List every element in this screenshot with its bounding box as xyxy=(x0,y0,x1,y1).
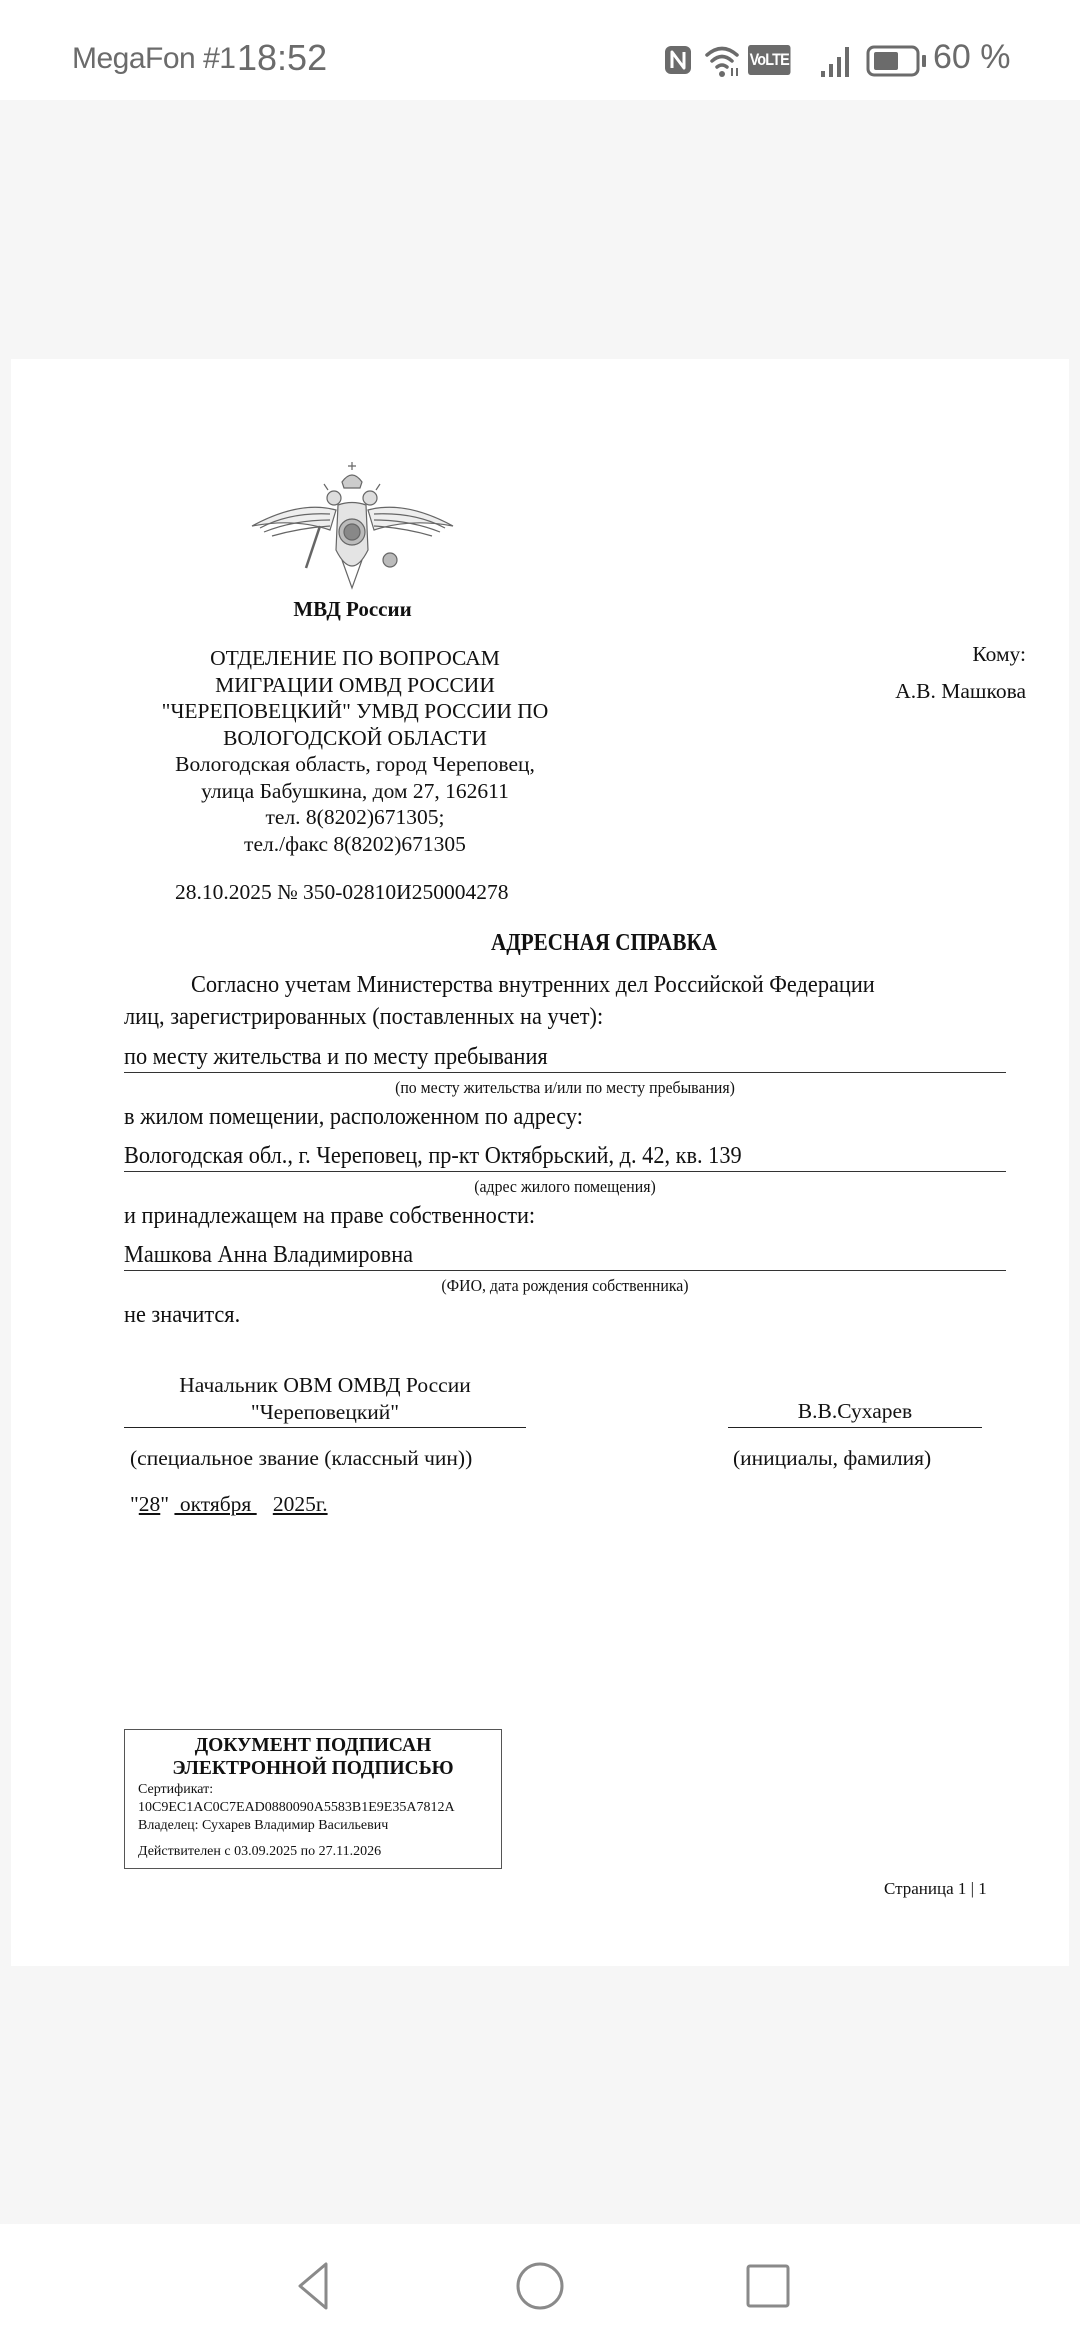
address-hint: (адрес жилого помещения) xyxy=(474,1177,656,1196)
stamp-title-line1: ДОКУМЕНТ ПОДПИСАН xyxy=(194,1735,432,1756)
registration-type-underline xyxy=(124,1072,1006,1073)
org-address-line: улица Бабушкина, дом 27, 162611 xyxy=(201,778,509,803)
org-phone: тел. 8(8202)671305; xyxy=(265,805,445,829)
address-label: в жилом помещении, расположенном по адресу: xyxy=(124,1104,583,1130)
name-underline xyxy=(728,1427,982,1428)
navigation-bar xyxy=(0,2224,1080,2340)
date-quote: " xyxy=(130,1492,139,1516)
volte-icon: VoLTE xyxy=(748,45,791,75)
address-underline xyxy=(124,1171,1006,1172)
recipient-label: Кому: xyxy=(972,642,1026,666)
recipient-name: А.В. Машкова xyxy=(895,679,1026,703)
signatory-position xyxy=(124,1372,526,1426)
recents-button[interactable] xyxy=(738,2254,798,2314)
carrier-name: MegaFon #1 xyxy=(72,42,236,75)
org-line: "ЧЕРЕПОВЕЦКИЙ" УМВД РОССИИ ПО xyxy=(161,699,549,723)
intro-text-line1: Согласно учетам Министерства внутренних дел Российской Федерации xyxy=(191,972,875,998)
owner-underline xyxy=(124,1270,1006,1271)
date-month: октября xyxy=(174,1492,257,1516)
org-line: ВОЛОГОДСКОЙ ОБЛАСТИ xyxy=(223,725,487,750)
address-value: Вологодская обл., г. Череповец, пр-кт Октябрьский, д. 42, кв. 139 xyxy=(124,1143,742,1169)
document-title: АДРЕСНАЯ СПРАВКА xyxy=(490,930,718,956)
certificate-validity: Действителен с 03.09.2025 по 27.11.2026 xyxy=(138,1844,382,1859)
wifi-icon xyxy=(704,44,742,78)
stamp-title-line2: ЭЛЕКТРОННОЙ ПОДПИСЬЮ xyxy=(172,1758,454,1779)
nfc-icon xyxy=(664,45,692,75)
issuing-organization xyxy=(130,645,580,857)
position-hint: (специальное звание (классный чин)) xyxy=(130,1446,473,1470)
certificate-owner: Владелец: Сухарев Владимир Васильевич xyxy=(138,1818,389,1833)
registration-number: 28.10.2025 № 350-02810И250004278 xyxy=(175,880,509,904)
signatory-position-line2: "Череповецкий" xyxy=(250,1400,400,1424)
agency-name: МВД России xyxy=(293,597,412,621)
signatory-position-line1: Начальник ОВМ ОМВД России xyxy=(179,1373,471,1397)
mvd-emblem-icon xyxy=(250,460,455,590)
name-hint: (инициалы, фамилия) xyxy=(733,1446,932,1470)
date-quote: " xyxy=(160,1492,170,1516)
intro-text-line2: лиц, зарегистрированных (поставленных на учет): xyxy=(124,1004,604,1030)
org-address-line: Вологодская область, город Череповец, xyxy=(175,752,535,776)
recents-icon xyxy=(748,2266,788,2306)
result-text: не значится. xyxy=(124,1302,241,1328)
date-year: 2025г. xyxy=(272,1492,328,1516)
date-day: 28 xyxy=(138,1492,161,1516)
signal-icon xyxy=(820,44,854,78)
home-icon xyxy=(518,2264,562,2308)
battery-percent: 60 % xyxy=(933,38,1011,76)
org-fax: тел./факс 8(8202)671305 xyxy=(244,831,466,856)
home-button[interactable] xyxy=(510,2254,570,2314)
registration-type-value: по месту жительства и по месту пребывания xyxy=(124,1044,548,1070)
org-line: МИГРАЦИИ ОМВД РОССИИ xyxy=(215,672,495,697)
back-button[interactable] xyxy=(280,2254,340,2314)
page-indicator: Страница 1 | 1 xyxy=(884,1879,987,1898)
clock: 18:52 xyxy=(237,37,328,78)
certificate-label: Сертификат: xyxy=(138,1782,214,1797)
status-bar xyxy=(0,0,1080,100)
owner-hint: (ФИО, дата рождения собственника) xyxy=(441,1276,689,1295)
registration-type-hint: (по месту жительства и/или по месту пребывания) xyxy=(395,1078,735,1097)
certificate-number: 10C9EC1AC0C7EAD0880090A5583B1E9E35A7812A xyxy=(138,1800,455,1815)
battery-icon xyxy=(866,45,928,77)
electronic-signature-stamp xyxy=(124,1729,502,1869)
position-underline xyxy=(124,1427,526,1428)
stamp-title xyxy=(125,1734,501,1780)
back-icon xyxy=(300,2264,326,2308)
owner-value: Машкова Анна Владимировна xyxy=(124,1242,414,1268)
sign-date xyxy=(130,1492,328,1517)
signatory-name: В.В.Сухарев xyxy=(797,1399,913,1423)
owner-label: и принадлежащем на праве собственности: xyxy=(124,1203,536,1229)
org-line: ОТДЕЛЕНИЕ ПО ВОПРОСАМ xyxy=(210,646,500,670)
